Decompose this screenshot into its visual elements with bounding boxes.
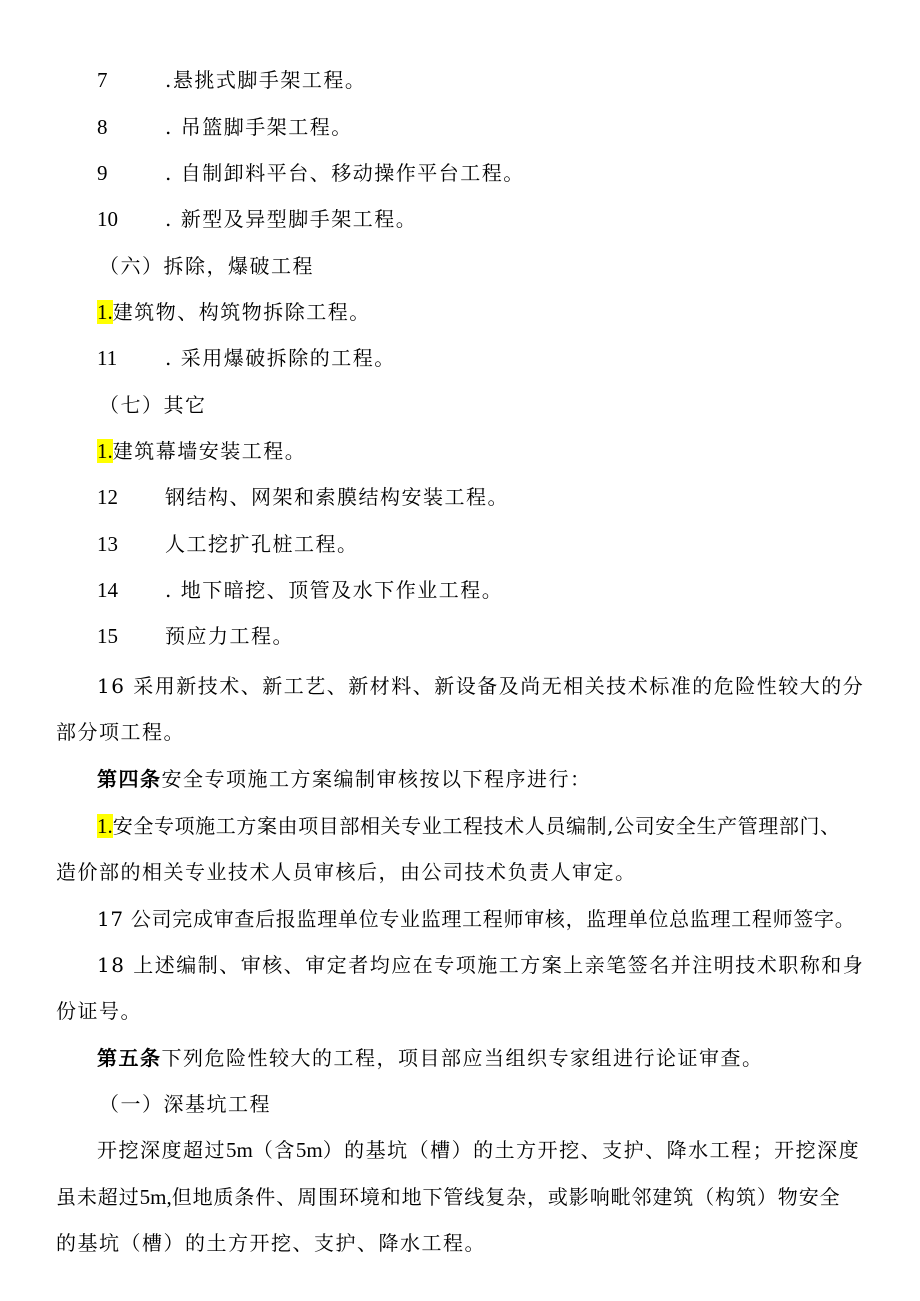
item-text: . 自制卸料平台、移动操作平台工程。 [165,161,525,185]
article-text: 下列危险性较大的工程，项目部应当组织专家组进行论证审查。 [161,1046,764,1070]
paragraph-line: 17 公司完成审查后报监理单位专业监理工程师审核，监理单位总监理工程师签字。 [97,907,856,931]
item-number: 10 [97,207,118,231]
article-4-heading [97,765,592,793]
item-text: 人工挖扩孔桩工程。 [165,532,359,556]
paragraph-line: 造价部的相关专业技术人员审核后，由公司技术负责人审定。 [56,860,637,884]
article-5-heading [97,1044,764,1072]
paragraph-line: 18 上述编制、审核、审定者均应在专项施工方案上亲笔签名并注明技术职称和身 [97,953,865,977]
item-text: 钢结构、网架和索膜结构安装工程。 [165,485,509,509]
paragraph-line [97,812,841,840]
item-text: . 采用爆破拆除的工程。 [165,346,396,370]
highlighted-marker: 1. [97,300,113,324]
paragraph-line: 16 采用新技术、新工艺、新材料、新设备及尚无相关技术标准的危险性较大的分 [97,674,865,698]
item-text: 建筑物、构筑物拆除工程。 [112,300,371,324]
highlighted-marker: 1. [97,814,113,838]
item-number: 13 [97,532,118,556]
paragraph-line: 部分项工程。 [56,720,185,744]
item-text: . 地下暗挖、顶管及水下作业工程。 [165,578,504,602]
paragraph-line: 的基坑（槽）的土方开挖、支护、降水工程。 [56,1231,486,1255]
paragraph-line: 虽未超过5m,但地质条件、周围环境和地下管线复杂，或影响毗邻建筑（构筑）物安全 [56,1185,841,1209]
item-text: 预应力工程。 [165,624,294,648]
paragraph-line: 份证号。 [56,999,142,1023]
item-number: 9 [97,161,108,185]
article-text: 安全专项施工方案编制审核按以下程序进行： [161,767,592,791]
item-number: 12 [97,485,118,509]
document-page: 7 .悬挑式脚手架工程。 8 . 吊篮脚手架工程。 9 . 自制卸料平台、移动操作平台工程。 10 . 新型及异型脚手架工程。 （六）拆除，爆破工程 1.建筑物、构筑物拆除工程。 11 . 采用爆破拆除的工程。 （七）其它 1.建筑幕墙安装工程。 12 钢结构、网架和索膜结构安装工程。 13 人工挖扩孔桩工程。 14 . 地下暗挖、顶管及水下作业工程。 15 预应力工程。 16 采用新技术、新工艺、新材料、新设备及尚无相关技术标准的危险性较大的分 部分项工程。 第四条安全专项施工方案编制审核按以下程序进行： 1.安全专项施工方案由项目部相关专业工程技术人员编制,公司安全生产管理部门、 造价部的相关专业技术人员审核后，由公司技术负责人审定。 17 公司完成审查后报监理单位专业监理工程师审核，监理单位总监理工程师签字。 18 上述编制、审核、审定者均应在专项施工方案上亲笔签名并注明技术职称和身 份证号。 第五条下列危险性较大的工程，项目部应当组织专家组进行论证审查。 （一）深基坑工程 开挖深度超过5m（含5m）的基坑（槽）的土方开挖、支护、降水工程；开挖深度 虽未超过5m,但地质条件、周围环境和地下管线复杂，或影响毗邻建筑（构筑）物安全 的基坑（槽）的土方开挖、支护、降水工程。 [56,68,865,1255]
article-label: 第五条 [97,1046,162,1070]
item-text: 建筑幕墙安装工程。 [112,439,307,463]
paragraph-text: 安全专项施工方案由项目部相关专业工程技术人员编制,公司安全生产管理部门、 [112,814,841,838]
highlighted-marker: 1. [97,439,113,463]
item-text: . 新型及异型脚手架工程。 [165,207,418,231]
item-number: 14 [97,578,118,602]
item-number: 11 [97,346,118,370]
paragraph-line: 开挖深度超过5m（含5m）的基坑（槽）的土方开挖、支护、降水工程；开挖深度 [97,1138,861,1162]
item-text: . 吊篮脚手架工程。 [165,115,353,139]
item-number: 15 [97,624,118,648]
item-number: 7 [97,68,108,92]
item-number: 8 [97,115,108,139]
sub-heading-deep-pit: （一）深基坑工程 [99,1092,271,1116]
item-text: .悬挑式脚手架工程。 [165,68,367,92]
article-label: 第四条 [97,767,162,791]
